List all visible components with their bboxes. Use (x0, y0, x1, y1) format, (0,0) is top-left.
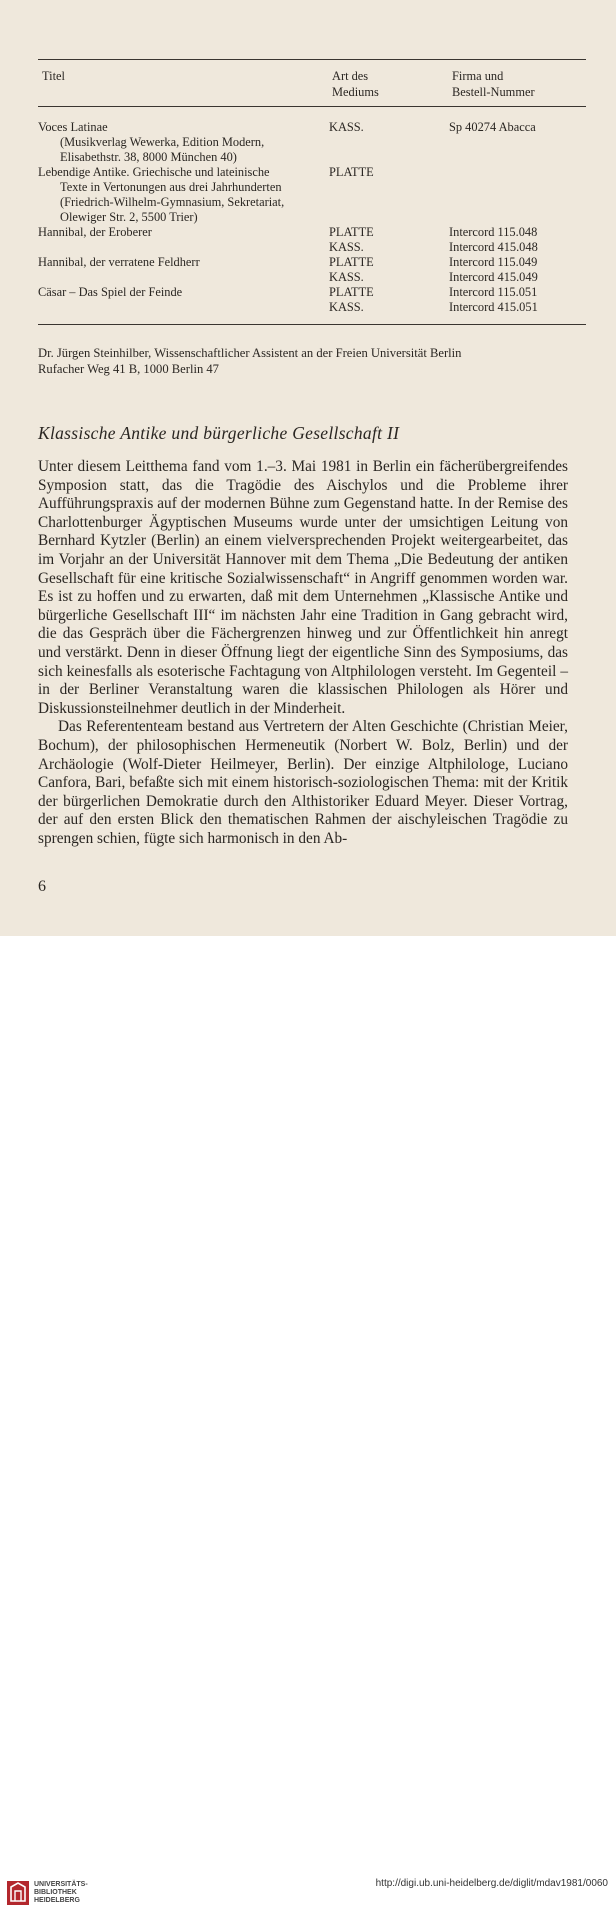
table-cell-title: Voces Latinae (38, 120, 108, 134)
author-note-line-1: Dr. Jürgen Steinhilber, Wissenschaftlicher Assistent an der Freien Universität Berlin (38, 346, 462, 360)
table-bottom-rule (38, 324, 586, 325)
table-cell-title: Cäsar – Das Spiel der Feinde (38, 285, 183, 299)
table-cell-medium: KASS. (329, 300, 364, 314)
table-cell-medium: PLATTE (329, 165, 374, 179)
table-cell-title: (Musikverlag Wewerka, Edition Modern, (60, 135, 265, 149)
table-cell-medium: KASS. (329, 270, 364, 284)
col-header-medium-1: Art des (332, 69, 369, 83)
section-heading: Klassische Antike und bürgerliche Gesellschaft II (38, 423, 400, 443)
page-url-link[interactable]: http://digi.ub.uni-heidelberg.de/diglit/mdav1981/0060 (375, 1878, 608, 1889)
table-header-rule (38, 106, 586, 107)
col-header-firm-1: Firma und (452, 69, 504, 83)
table-cell-title: Lebendige Antike. Griechische und lateinische (38, 165, 270, 179)
table-cell-title: Elisabethstr. 38, 8000 München 40) (60, 150, 237, 164)
table-cell-title: Hannibal, der verratene Feldherr (38, 255, 200, 269)
library-name-line-2: BIBLIOTHEK (34, 1889, 77, 1896)
table-cell-order: Intercord 415.049 (449, 270, 538, 284)
table-cell-order: Intercord 115.048 (449, 225, 538, 239)
table-cell-order: Intercord 115.051 (449, 285, 538, 299)
col-header-firm-2: Bestell-Nummer (452, 85, 535, 99)
table-cell-medium: PLATTE (329, 225, 374, 239)
page-number: 6 (38, 878, 46, 895)
col-header-medium-2: Mediums (332, 85, 379, 99)
table-cell-title: Texte in Vertonungen aus drei Jahrhunderten (60, 180, 282, 194)
library-name-line-1: UNIVERSITÄTS- (34, 1881, 88, 1888)
author-note-line-2: Rufacher Weg 41 B, 1000 Berlin 47 (38, 362, 219, 376)
table-cell-order: Intercord 415.048 (449, 240, 538, 254)
library-name-line-3: HEIDELBERG (34, 1897, 80, 1904)
library-name (34, 1881, 88, 1905)
table-cell-medium: KASS. (329, 120, 364, 134)
university-library-logo-icon (6, 1879, 30, 1907)
table-cell-title: Olewiger Str. 2, 5500 Trier) (60, 210, 198, 224)
table-cell-medium: PLATTE (329, 255, 374, 269)
table-cell-title: (Friedrich-Wilhelm-Gymnasium, Sekretariat, (60, 195, 285, 209)
table-cell-order: Sp 40274 Abacca (449, 120, 536, 134)
col-header-title: Titel (42, 69, 65, 83)
paragraph-1: Unter diesem Leitthema fand vom 1.–3. Mai 1981 in Berlin ein fächerübergreifendes Symposion statt, das die Tragödie des Aischylos und die Probleme ihrer Aufführungspraxis auf der modernen Bühne zum Gegenstand hatte. In der Remise des Charlottenburger Ägyptischen Museums wurde unter der umsichtigen Leitung von Bernhard Kytzler (Berlin) an einem vielversprechenden Projekt weitergearbeitet, das im Vorjahr an der Universität Hannover mit dem Thema „Die Bedeutung der antiken Gesellschaft für eine kritische Sozialwissenschaft“ in Angriff genommen worden war. Es ist zu hoffen und zu erwarten, daß mit dem Unternehmen „Klassische Antike und bürgerliche Gesellschaft III“ im nächsten Jahr eine Tradition in Gang gebracht wird, die das Gespräch über die Fächergrenzen hinweg und zur Öffentlichkeit hin anregt und verstärkt. Denn in dieser Öffnung liegt der eigentliche Sinn des Symposiums, das sich keinesfalls als esoterische Fachtagung von Altphilologen versteht. Im Gegenteil – in der Berliner Veranstaltung waren die klassischen Philologen als Hörer und Diskussionsteilnehmer deutlich in der Minderheit. (38, 458, 568, 717)
table-cell-medium: PLATTE (329, 285, 374, 299)
table-cell-order: Intercord 415.051 (449, 300, 538, 314)
table-cell-medium: KASS. (329, 240, 364, 254)
paragraph-2: Das Referententeam bestand aus Vertretern der Alten Geschichte (Christian Meier, Bochum), der philosophischen Hermeneutik (Norbert W. Bolz, Berlin) und der Archäologie (Wolf-Dieter Heilmeyer, Berlin). Der einzige Altphilologe, Luciano Canfora, Bari, befaßte sich mit einem historisch-soziologischen Thema: mit der Kritik der bürgerlichen Demokratie durch den Althistoriker Eduard Meyer. Dieser Vortrag, der auf den ersten Blick den thematischen Rahmen der aischyleischen Tragödie zu sprengen schien, fügte sich harmonisch in den Ab- (38, 718, 568, 847)
scanned-page (0, 0, 616, 936)
table-cell-order: Intercord 115.049 (449, 255, 538, 269)
table-cell-title: Hannibal, der Eroberer (38, 225, 152, 239)
article-body (38, 458, 568, 848)
table-top-rule (38, 59, 586, 60)
viewer-footer (0, 936, 616, 1904)
